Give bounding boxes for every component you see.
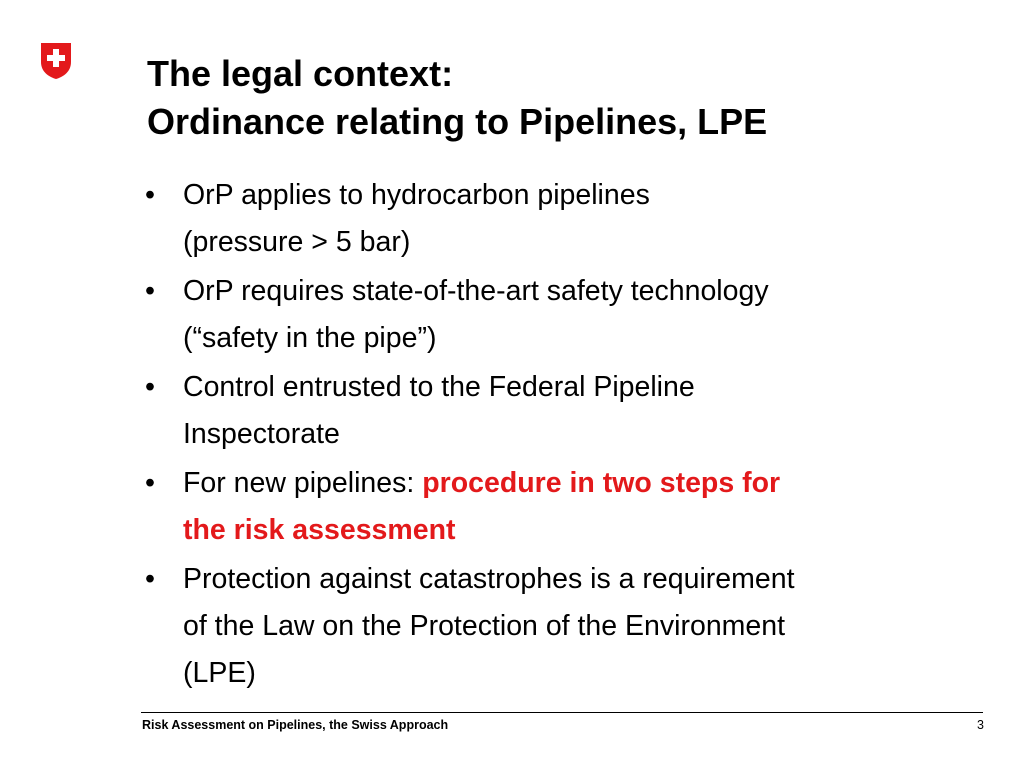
bullet-text: Protection against catastrophes is a requirement (183, 563, 795, 595)
swiss-shield-icon (40, 42, 72, 80)
bullet-text-highlight: the risk assessment (183, 514, 456, 546)
bullet-text: (“safety in the pipe”) (183, 322, 437, 354)
footer-text: Risk Assessment on Pipelines, the Swiss Approach (142, 718, 449, 732)
bullet-marker: • (145, 563, 155, 595)
bullet-item-control (145, 364, 1005, 458)
bullet-text: Control entrusted to the Federal Pipeline (183, 371, 695, 403)
bullet-list (145, 172, 1005, 699)
slide-title-line-2: Ordinance relating to Pipelines, LPE (147, 101, 768, 142)
bullet-text-highlight: procedure in two steps for (422, 467, 781, 499)
bullet-text-plain: For new pipelines: (183, 467, 423, 499)
bullet-marker: • (145, 179, 155, 211)
bullet-marker: • (145, 275, 155, 307)
bullet-item-scope (145, 172, 1005, 266)
slide-title (147, 50, 767, 146)
bullet-text: OrP applies to hydrocarbon pipelines (183, 179, 650, 211)
bullet-text: (pressure > 5 bar) (183, 226, 411, 258)
bullet-text: (LPE) (183, 657, 256, 689)
bullet-item-protection (145, 556, 1005, 697)
bullet-item-safety-technology (145, 268, 1005, 362)
slide-title-line-1: The legal context: (147, 53, 454, 94)
bullet-text: Inspectorate (183, 418, 340, 450)
bullet-text: OrP requires state-of-the-art safety technology (183, 275, 769, 307)
bullet-marker: • (145, 371, 155, 403)
bullet-text: of the Law on the Protection of the Environment (183, 610, 786, 642)
bullet-text (183, 460, 1005, 507)
bullet-item-new-pipelines (145, 460, 1005, 554)
page-number: 3 (977, 718, 984, 732)
footer-divider (141, 712, 983, 713)
bullet-marker: • (145, 467, 155, 499)
